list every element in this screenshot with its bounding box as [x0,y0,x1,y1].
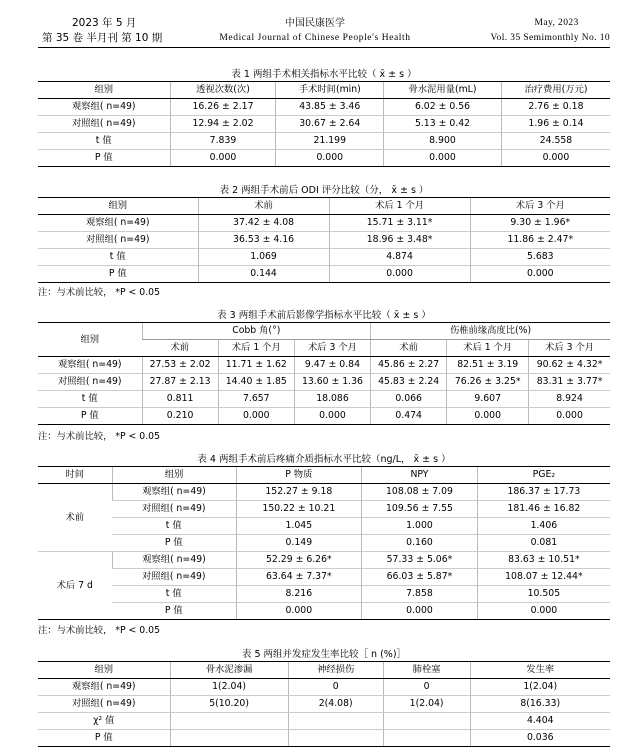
table-cell: 9.30 ± 1.96* [470,215,610,232]
table-cell: 0.149 [236,535,362,552]
table-cell: 108.07 ± 12.44* [477,569,610,586]
table-cell: 0.000 [477,603,610,620]
table-cell: 观察组( n=49) [38,357,142,374]
table-row [38,116,610,133]
table-cell: 108.08 ± 7.09 [362,484,478,501]
table-row [38,586,610,603]
table-cell: P 值 [112,535,236,552]
table1-header-cell: 透视次数(次) [170,82,276,99]
table-row [38,518,610,535]
table-cell: 对照组( n=49) [112,569,236,586]
table-cell: 0.036 [470,730,610,747]
table-cell: 150.22 ± 10.21 [236,501,362,518]
table-cell: 1.045 [236,518,362,535]
table-cell: 对照组( n=49) [38,696,170,713]
table4-header-cell: NPY [362,467,478,484]
table1-header-cell: 骨水泥用量(mL) [384,82,502,99]
table-row [38,99,610,116]
table-row [38,535,610,552]
table-cell: 109.56 ± 7.55 [362,501,478,518]
table2-header-cell: 组别 [38,198,198,215]
table-row [38,266,610,283]
table-cell: χ² 值 [38,713,170,730]
header-center [200,16,430,46]
table-cell: 90.62 ± 4.32* [529,357,610,374]
table-row [38,408,610,425]
table5-header-cell: 骨水泥渗漏 [170,662,288,679]
table2-header-cell: 术前 [198,198,329,215]
table-cell: 10.505 [477,586,610,603]
table-cell: 66.03 ± 5.87* [362,569,478,586]
table1-header-cell: 组别 [38,82,170,99]
table-cell: t 值 [112,518,236,535]
table-row [38,552,610,569]
table-cell: t 值 [112,586,236,603]
table-cell: 9.607 [447,391,529,408]
table-cell: 1(2.04) [170,679,288,696]
table-cell: 83.63 ± 10.51* [477,552,610,569]
table-cell: P 值 [38,150,170,167]
table5 [38,661,610,747]
table-cell [288,713,383,730]
table5-header-cell: 神经损伤 [288,662,383,679]
table-cell: 4.404 [470,713,610,730]
table3-header-row [38,323,610,340]
table3-header-cell: 术前 [371,340,447,357]
table5-header-cell: 组别 [38,662,170,679]
table-cell: 7.858 [362,586,478,603]
table-cell: 1.406 [477,518,610,535]
table-cell: 12.94 ± 2.02 [170,116,276,133]
table3-header-cell: 组别 [38,323,142,357]
table2-note: 注：与术前比较， *P < 0.05 [38,287,160,298]
table-cell: 0.000 [470,266,610,283]
table-cell: 76.26 ± 3.25* [447,374,529,391]
table-cell: 观察组( n=49) [38,679,170,696]
table-row [38,391,610,408]
table-cell: 对照组( n=49) [112,501,236,518]
table-cell: t 值 [38,133,170,150]
table-cell: 52.29 ± 6.26* [236,552,362,569]
table-row [38,215,610,232]
table-row [38,569,610,586]
header-rule [38,47,610,48]
page-header [0,12,634,48]
table-cell: 37.42 ± 4.08 [198,215,329,232]
table-cell: 27.53 ± 2.02 [142,357,218,374]
table3-header-cell: 术后 3 个月 [294,340,370,357]
header-date-cn: 2023 年 5 月 [72,17,137,29]
table-cell [170,730,288,747]
table1 [38,81,610,167]
table-cell: 0.000 [501,150,610,167]
table-cell: 对照组( n=49) [38,232,198,249]
header-issue-en: Vol. 35 Semimonthly No. 10 [490,33,610,43]
table2-caption: 表 2 两组手术前后 ODI 评分比较（分， x̄ ± s ） [219,185,429,196]
table4-time-cell: 术前 [38,484,112,552]
table4-header-cell: 时间 [38,467,112,484]
table-cell: 0.000 [384,150,502,167]
table3-header-cell: 术后 1 个月 [447,340,529,357]
header-left [42,16,162,46]
table-cell: P 值 [38,266,198,283]
table-cell: 观察组( n=49) [38,99,170,116]
table-cell: 57.33 ± 5.06* [362,552,478,569]
table-cell: 2.76 ± 0.18 [501,99,610,116]
table-cell: 0.066 [371,391,447,408]
table-cell: 24.558 [501,133,610,150]
table-cell: 21.199 [276,133,384,150]
table-cell: 1(2.04) [470,679,610,696]
table-cell: 5(10.20) [170,696,288,713]
table-row [38,232,610,249]
table5-header-cell: 肺栓塞 [383,662,470,679]
table-row [38,484,610,501]
table-cell [170,713,288,730]
table-row [38,501,610,518]
table-cell: 27.87 ± 2.13 [142,374,218,391]
table-cell: 观察组( n=49) [38,215,198,232]
table-cell: 82.51 ± 3.19 [447,357,529,374]
table3-header-cell: 术后 1 个月 [218,340,294,357]
table-cell: 186.37 ± 17.73 [477,484,610,501]
table-cell: 观察组( n=49) [112,552,236,569]
table-row [38,603,610,620]
table5-header-row [38,662,610,679]
table-cell: 36.53 ± 4.16 [198,232,329,249]
table-cell: 18.086 [294,391,370,408]
table-cell: 30.67 ± 2.64 [276,116,384,133]
table-row [38,730,610,747]
table4-time-cell: 术后 7 d [38,552,112,620]
header-right [491,16,610,46]
table-cell: 0.160 [362,535,478,552]
table4-header-cell: PGE₂ [477,467,610,484]
table-cell: 11.71 ± 1.62 [218,357,294,374]
table-cell: P 值 [38,408,142,425]
table-row [38,713,610,730]
table1-header-cell: 手术时间(min) [276,82,384,99]
table2-header-cell: 术后 1 个月 [329,198,470,215]
table4-caption: 表 4 两组手术前后疼痛介质指标水平比较（ng/L， x̄ ± s ） [197,454,451,465]
table-cell: 8.924 [529,391,610,408]
table-cell: 对照组( n=49) [38,374,142,391]
table2-header-row [38,198,610,215]
table-cell: 0.474 [371,408,447,425]
table-cell: 0.081 [477,535,610,552]
table-cell: 83.31 ± 3.77* [529,374,610,391]
table-cell: 8(16.33) [470,696,610,713]
table-cell: 11.86 ± 2.47* [470,232,610,249]
table-cell: 16.26 ± 2.17 [170,99,276,116]
table-cell: 45.86 ± 2.27 [371,357,447,374]
table-cell: 43.85 ± 3.46 [276,99,384,116]
table-cell [383,730,470,747]
table-cell: 8.900 [384,133,502,150]
journal-title-en: Medical Journal of Chinese People's Health [219,33,411,43]
table-cell: 15.71 ± 3.11* [329,215,470,232]
table3 [38,322,610,425]
table-cell: 0.000 [276,150,384,167]
table-cell: 45.83 ± 2.24 [371,374,447,391]
table5-caption: 表 5 两组并发症发生率比较［ n (%)］ [241,649,407,660]
table-cell: 0.811 [142,391,218,408]
table-row [38,696,610,713]
table-cell: P 值 [38,730,170,747]
table-cell: 63.64 ± 7.37* [236,569,362,586]
table-cell [288,730,383,747]
table-cell: 13.60 ± 1.36 [294,374,370,391]
table-cell: 14.40 ± 1.85 [218,374,294,391]
table-cell: 152.27 ± 9.18 [236,484,362,501]
table-cell: 0.000 [294,408,370,425]
table4-note: 注：与术前比较， *P < 0.05 [38,625,160,636]
table-cell: t 值 [38,391,142,408]
table-cell: 1.069 [198,249,329,266]
table-cell: 0.000 [362,603,478,620]
table-row [38,357,610,374]
table-cell: 5.13 ± 0.42 [384,116,502,133]
table-cell: t 值 [38,249,198,266]
table-cell: 对照组( n=49) [38,116,170,133]
table3-header-cell: 术前 [142,340,218,357]
table-cell: 6.02 ± 0.56 [384,99,502,116]
table-cell: 0.000 [529,408,610,425]
table-row [38,133,610,150]
table-cell: 0.000 [236,603,362,620]
table-row [38,249,610,266]
table-cell: 9.47 ± 0.84 [294,357,370,374]
table-cell: 4.874 [329,249,470,266]
table-cell: 2(4.08) [288,696,383,713]
table-cell [383,713,470,730]
table1-caption: 表 1 两组手术相关指标水平比较（ x̄ ± s ） [231,69,417,80]
table-cell: 18.96 ± 3.48* [329,232,470,249]
table-cell: 1(2.04) [383,696,470,713]
table-cell: 观察组( n=49) [112,484,236,501]
table-cell: 181.46 ± 16.82 [477,501,610,518]
table-row [38,679,610,696]
table-cell: 0.000 [329,266,470,283]
table1-header-cell: 治疗费用(万元) [501,82,610,99]
table2-header-cell: 术后 3 个月 [470,198,610,215]
table-cell: 0 [288,679,383,696]
table3-header-cell: 术后 3 个月 [529,340,610,357]
table-row [38,150,610,167]
table-cell: 0.000 [447,408,529,425]
journal-title-cn: 中国民康医学 [285,18,345,29]
table-cell: 1.000 [362,518,478,535]
table-cell: 1.96 ± 0.14 [501,116,610,133]
table-cell: 0.144 [198,266,329,283]
table4-header-cell: P 物质 [236,467,362,484]
table-cell: 7.657 [218,391,294,408]
table4-header-row [38,467,610,484]
table1-header-row [38,82,610,99]
table-cell: 0 [383,679,470,696]
table3-header-cell: Cobb 角(°) [142,323,371,340]
table-cell: 0.000 [170,150,276,167]
table2 [38,197,610,283]
table-cell: P 值 [112,603,236,620]
table5-header-cell: 发生率 [470,662,610,679]
header-date-en: May, 2023 [534,18,579,28]
header-issue-cn: 第 35 卷 半月刊 第 10 期 [42,32,163,44]
table-cell: 8.216 [236,586,362,603]
table4-header-cell: 组别 [112,467,236,484]
table-row [38,374,610,391]
table3-header-cell: 伤椎前缘高度比(%) [371,323,610,340]
table3-caption: 表 3 两组手术前后影像学指标水平比较（ x̄ ± s ） [217,310,431,321]
table4 [38,466,610,620]
table3-note: 注：与术前比较， *P < 0.05 [38,431,160,442]
table-cell: 0.000 [218,408,294,425]
table-cell: 7.839 [170,133,276,150]
table-cell: 5.683 [470,249,610,266]
table-cell: 0.210 [142,408,218,425]
